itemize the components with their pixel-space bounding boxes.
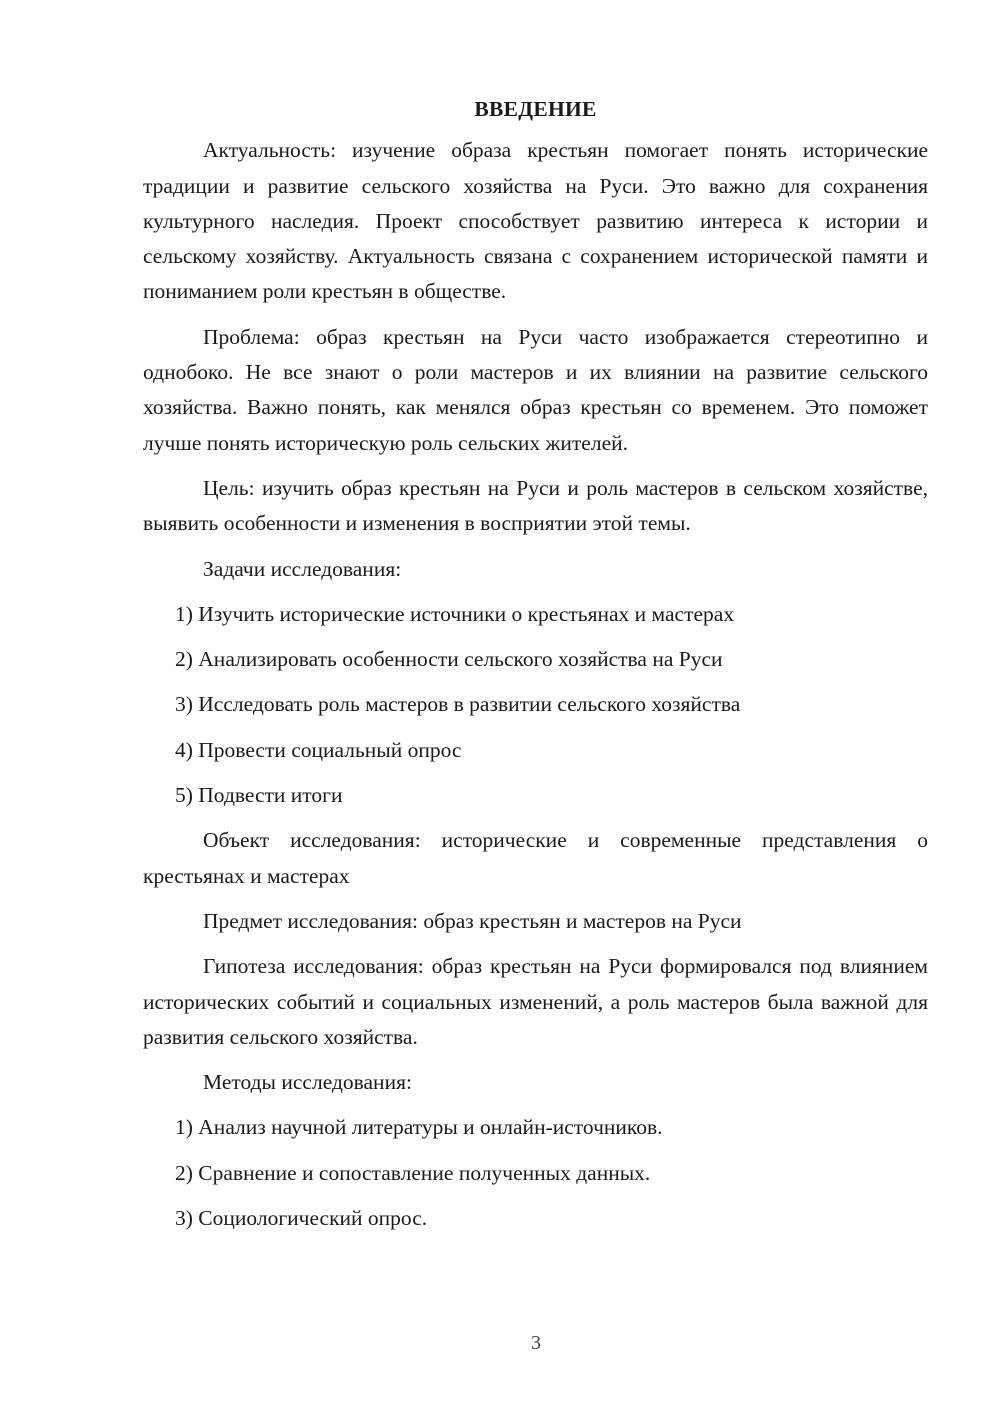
method-item: 1) Анализ научной литературы и онлайн-источников.: [175, 1115, 663, 1140]
subject-paragraph: Предмет исследования: образ крестьян и мастеров на Руси: [203, 908, 742, 933]
method-item: 2) Сравнение и сопоставление полученных данных.: [175, 1160, 651, 1185]
section-heading: ВВЕДЕНИЕ: [474, 97, 597, 121]
task-item: 3) Исследовать роль мастеров в развитии сельского хозяйства: [175, 692, 741, 717]
task-item: 2) Анализировать особенности сельского хозяйства на Руси: [175, 647, 723, 672]
page-content: [143, 92, 928, 1246]
page-number: 3: [531, 1332, 541, 1354]
method-item: 3) Социологический опрос.: [175, 1206, 428, 1231]
goal-paragraph: Цель: изучить образ крестьян на Руси и роль мастеров в сельском хозяйстве, выявить особенности и изменения в восприятии этой темы.: [143, 475, 928, 536]
task-item: 5) Подвести итоги: [175, 783, 343, 808]
hypothesis-paragraph: Гипотеза исследования: образ крестьян на Руси формировался под влиянием исторических событий и социальных изменений, а роль мастеров была важной для развития сельского хозяйства.: [143, 954, 928, 1049]
task-item: 1) Изучить исторические источники о крестьянах и мастерах: [175, 601, 735, 626]
tasks-title: Задачи исследования:: [203, 556, 402, 581]
task-item: 4) Провести социальный опрос: [175, 737, 462, 762]
actuality-paragraph: Актуальность: изучение образа крестьян помогает понять исторические традиции и развитие сельского хозяйства на Руси. Это важно для сохранения культурного наследия. Проект способствует развитию интереса к истории и сельскому хозяйству. Актуальность связана с сохранением исторической памяти и пониманием роли крестьян в обществе.: [143, 138, 928, 304]
problem-paragraph: Проблема: образ крестьян на Руси часто изображается стереотипно и однобоко. Не все знают о роли мастеров и их влиянии на развитие сельского хозяйства. Важно понять, как менялся образ крестьян со временем. Это поможет лучше понять историческую роль сельских жителей.: [143, 324, 928, 455]
methods-title: Методы исследования:: [203, 1070, 412, 1095]
object-paragraph: Объект исследования: исторические и современные представления о крестьянах и мастерах: [143, 828, 928, 888]
